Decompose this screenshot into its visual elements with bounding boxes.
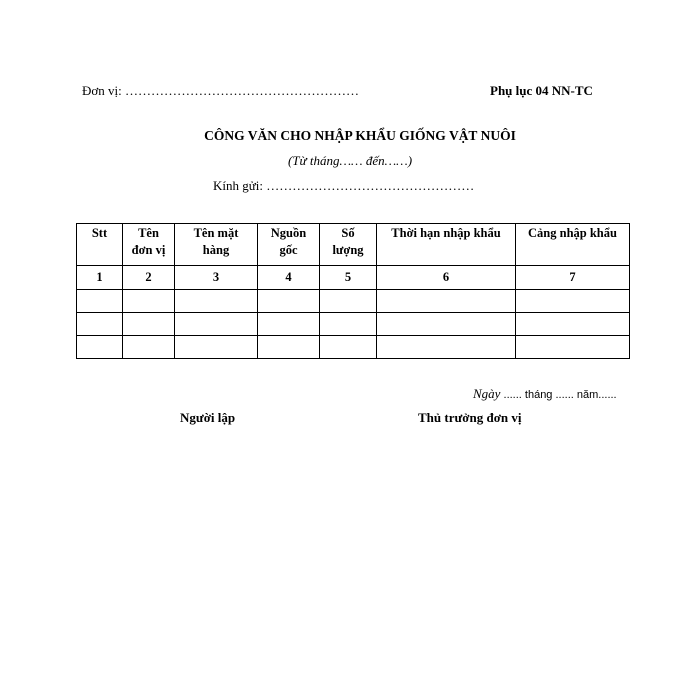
column-number: 3 — [175, 266, 258, 290]
table-row — [77, 290, 630, 313]
head-of-unit-label: Thủ trưởng đơn vị — [418, 410, 522, 425]
table-cell — [123, 313, 175, 336]
table-cell — [258, 290, 320, 313]
date-label: Ngày — [473, 386, 501, 401]
col-header-stt: Stt — [77, 224, 123, 266]
table-cell — [258, 336, 320, 359]
col-header-unit-name: Tên đơn vị — [123, 224, 175, 266]
col-header-origin: Nguồn gốc — [258, 224, 320, 266]
table-cell — [377, 313, 516, 336]
table-cell — [258, 313, 320, 336]
column-number: 5 — [320, 266, 377, 290]
import-table — [76, 223, 630, 359]
table-cell — [77, 290, 123, 313]
col-header-item-name: Tên mặt hàng — [175, 224, 258, 266]
column-number-row — [77, 266, 630, 290]
column-number: 7 — [516, 266, 630, 290]
table-cell — [377, 290, 516, 313]
table-cell — [320, 290, 377, 313]
date-line — [473, 386, 617, 402]
table-cell — [175, 290, 258, 313]
column-number: 4 — [258, 266, 320, 290]
table-header-row — [77, 224, 630, 266]
table-row — [77, 336, 630, 359]
column-number: 2 — [123, 266, 175, 290]
appendix-label: Phụ lục 04 NN-TC — [490, 83, 593, 98]
table-cell — [516, 313, 630, 336]
column-number: 1 — [77, 266, 123, 290]
column-number: 6 — [377, 266, 516, 290]
table-cell — [175, 336, 258, 359]
unit-line: Đơn vị: ……………………………………………… — [82, 83, 359, 98]
table-cell — [77, 336, 123, 359]
period-line: (Từ tháng…… đến……) — [287, 153, 413, 168]
preparer-label: Người lập — [180, 410, 236, 425]
table-cell — [123, 336, 175, 359]
table-cell — [320, 313, 377, 336]
table-cell — [516, 336, 630, 359]
table-row — [77, 313, 630, 336]
col-header-import-port: Cảng nhập khẩu — [516, 224, 630, 266]
table-cell — [377, 336, 516, 359]
recipient-line: Kính gửi: ………………………………………… — [213, 178, 475, 193]
col-header-import-period: Thời hạn nhập khẩu — [377, 224, 516, 266]
table-cell — [77, 313, 123, 336]
table-cell — [516, 290, 630, 313]
date-placeholder: ...... tháng ...... năm...... — [500, 389, 617, 401]
table-cell — [175, 313, 258, 336]
table-cell — [123, 290, 175, 313]
table-cell — [320, 336, 377, 359]
col-header-quantity: Số lượng — [320, 224, 377, 266]
document-title: CÔNG VĂN CHO NHẬP KHẨU GIỐNG VẬT NUÔI — [204, 128, 516, 143]
